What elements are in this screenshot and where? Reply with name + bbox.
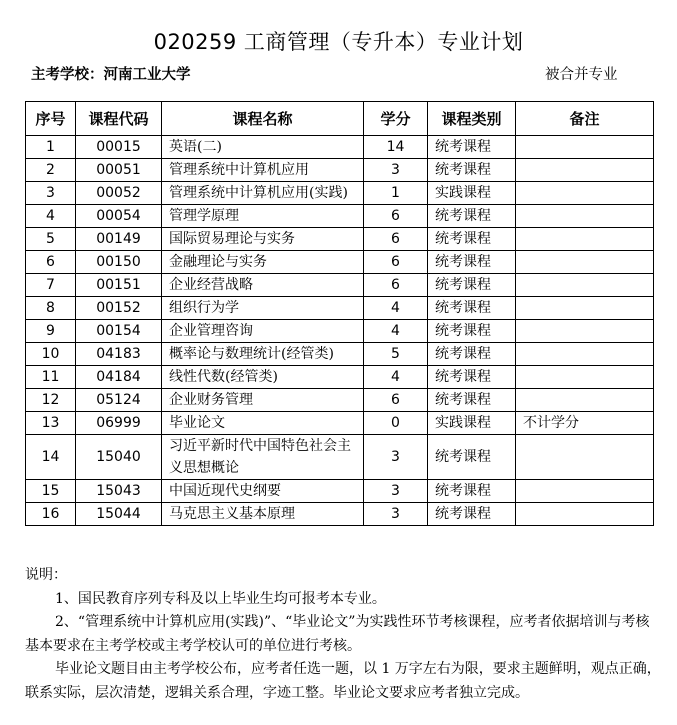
table-row <box>26 480 654 503</box>
table-row <box>26 205 654 228</box>
cell-type: 统考课程 <box>428 159 516 182</box>
cell-code: 00052 <box>76 182 162 205</box>
cell-no: 8 <box>26 297 76 320</box>
cell-no: 7 <box>26 274 76 297</box>
cell-code: 00150 <box>76 251 162 274</box>
cell-no: 2 <box>26 159 76 182</box>
table-row <box>26 251 654 274</box>
cell-name: 管理学原理 <box>162 205 364 228</box>
cell-name: 企业财务管理 <box>162 389 364 412</box>
cell-code: 00149 <box>76 228 162 251</box>
table-header-row <box>26 102 654 136</box>
cell-credit: 3 <box>364 435 428 480</box>
cell-name: 马克思主义基本原理 <box>162 503 364 526</box>
table-row <box>26 412 654 435</box>
cell-code: 15044 <box>76 503 162 526</box>
cell-note <box>516 136 654 159</box>
header-no: 序号 <box>26 102 76 136</box>
cell-code: 00054 <box>76 205 162 228</box>
cell-name: 管理系统中计算机应用 <box>162 159 364 182</box>
cell-note <box>516 343 654 366</box>
table-row <box>26 159 654 182</box>
cell-name: 英语(二) <box>162 136 364 159</box>
cell-credit: 6 <box>364 228 428 251</box>
cell-type: 统考课程 <box>428 274 516 297</box>
cell-type: 统考课程 <box>428 366 516 389</box>
cell-note <box>516 251 654 274</box>
cell-type: 统考课程 <box>428 297 516 320</box>
cell-name: 概率论与数理统计(经管类) <box>162 343 364 366</box>
cell-note <box>516 205 654 228</box>
header-credit: 学分 <box>364 102 428 136</box>
table-row <box>26 228 654 251</box>
cell-type: 统考课程 <box>428 389 516 412</box>
cell-credit: 4 <box>364 320 428 343</box>
cell-code: 00015 <box>76 136 162 159</box>
cell-note <box>516 366 654 389</box>
page-title: 020259 工商管理（专升本）专业计划 <box>153 30 524 54</box>
cell-credit: 1 <box>364 182 428 205</box>
cell-type: 统考课程 <box>428 343 516 366</box>
cell-note <box>516 228 654 251</box>
cell-no: 14 <box>26 435 76 480</box>
table-row <box>26 503 654 526</box>
cell-type: 统考课程 <box>428 251 516 274</box>
cell-note: 不计学分 <box>516 412 654 435</box>
table-row <box>26 343 654 366</box>
cell-credit: 5 <box>364 343 428 366</box>
cell-note <box>516 159 654 182</box>
table-row <box>26 182 654 205</box>
cell-credit: 6 <box>364 251 428 274</box>
cell-name: 中国近现代史纲要 <box>162 480 364 503</box>
cell-no: 6 <box>26 251 76 274</box>
cell-credit: 3 <box>364 159 428 182</box>
cell-no: 15 <box>26 480 76 503</box>
cell-type: 统考课程 <box>428 320 516 343</box>
cell-name: 组织行为学 <box>162 297 364 320</box>
cell-credit: 14 <box>364 136 428 159</box>
course-plan-table <box>25 101 654 526</box>
cell-type: 统考课程 <box>428 503 516 526</box>
cell-name: 管理系统中计算机应用(实践) <box>162 182 364 205</box>
cell-credit: 6 <box>364 205 428 228</box>
header-type: 课程类别 <box>428 102 516 136</box>
merged-major-label: 被合并专业 <box>545 67 618 83</box>
note-item: 2、“管理系统中计算机应用(实践)”、“毕业论文”为实践性环节考核课程，应考者依据培训与考核基本要求在主考学校或主考学校认可的单位进行考核。 <box>25 614 650 654</box>
cell-no: 3 <box>26 182 76 205</box>
header-name: 课程名称 <box>162 102 364 136</box>
cell-credit: 6 <box>364 274 428 297</box>
cell-no: 5 <box>26 228 76 251</box>
cell-type: 实践课程 <box>428 412 516 435</box>
table-row <box>26 136 654 159</box>
cell-note <box>516 320 654 343</box>
cell-credit: 4 <box>364 366 428 389</box>
cell-name: 线性代数(经管类) <box>162 366 364 389</box>
cell-code: 00051 <box>76 159 162 182</box>
cell-code: 04183 <box>76 343 162 366</box>
cell-no: 4 <box>26 205 76 228</box>
cell-code: 04184 <box>76 366 162 389</box>
table-row <box>26 435 654 480</box>
cell-type: 统考课程 <box>428 480 516 503</box>
cell-note <box>516 389 654 412</box>
cell-name: 国际贸易理论与实务 <box>162 228 364 251</box>
cell-name: 金融理论与实务 <box>162 251 364 274</box>
header-note: 备注 <box>516 102 654 136</box>
table-row <box>26 366 654 389</box>
cell-no: 1 <box>26 136 76 159</box>
cell-code: 15040 <box>76 435 162 480</box>
table-row <box>26 389 654 412</box>
cell-credit: 0 <box>364 412 428 435</box>
table-row <box>26 320 654 343</box>
notes-section <box>25 564 663 705</box>
cell-type: 统考课程 <box>428 205 516 228</box>
cell-no: 10 <box>26 343 76 366</box>
cell-code: 15043 <box>76 480 162 503</box>
cell-note <box>516 503 654 526</box>
header-code: 课程代码 <box>76 102 162 136</box>
cell-code: 00154 <box>76 320 162 343</box>
cell-no: 12 <box>26 389 76 412</box>
cell-note <box>516 274 654 297</box>
note-item: 毕业论文题目由主考学校公布，应考者任选一题，以 1 万字左右为限，要求主题鲜明，观点正确，联系实际，层次清楚，逻辑关系合理，字迹工整。毕业论文要求应考者独立完成。 <box>25 661 661 701</box>
cell-note <box>516 297 654 320</box>
cell-code: 05124 <box>76 389 162 412</box>
cell-credit: 3 <box>364 503 428 526</box>
cell-code: 00152 <box>76 297 162 320</box>
cell-name: 企业经营战略 <box>162 274 364 297</box>
cell-no: 9 <box>26 320 76 343</box>
cell-name: 毕业论文 <box>162 412 364 435</box>
main-exam-school: 主考学校：河南工业大学 <box>31 67 191 83</box>
cell-type: 统考课程 <box>428 228 516 251</box>
cell-type: 实践课程 <box>428 182 516 205</box>
cell-name: 习近平新时代中国特色社会主义思想概论 <box>162 435 364 480</box>
cell-type: 统考课程 <box>428 435 516 480</box>
cell-credit: 3 <box>364 480 428 503</box>
notes-heading: 说明： <box>25 567 67 583</box>
table-row <box>26 274 654 297</box>
table-row <box>26 297 654 320</box>
cell-credit: 4 <box>364 297 428 320</box>
cell-name: 企业管理咨询 <box>162 320 364 343</box>
cell-credit: 6 <box>364 389 428 412</box>
cell-no: 16 <box>26 503 76 526</box>
cell-no: 11 <box>26 366 76 389</box>
note-item: 1、国民教育序列专科及以上毕业生均可报考本专业。 <box>55 590 386 607</box>
cell-code: 00151 <box>76 274 162 297</box>
cell-no: 13 <box>26 412 76 435</box>
cell-code: 06999 <box>76 412 162 435</box>
cell-note <box>516 182 654 205</box>
cell-type: 统考课程 <box>428 136 516 159</box>
cell-note <box>516 480 654 503</box>
cell-note <box>516 435 654 480</box>
